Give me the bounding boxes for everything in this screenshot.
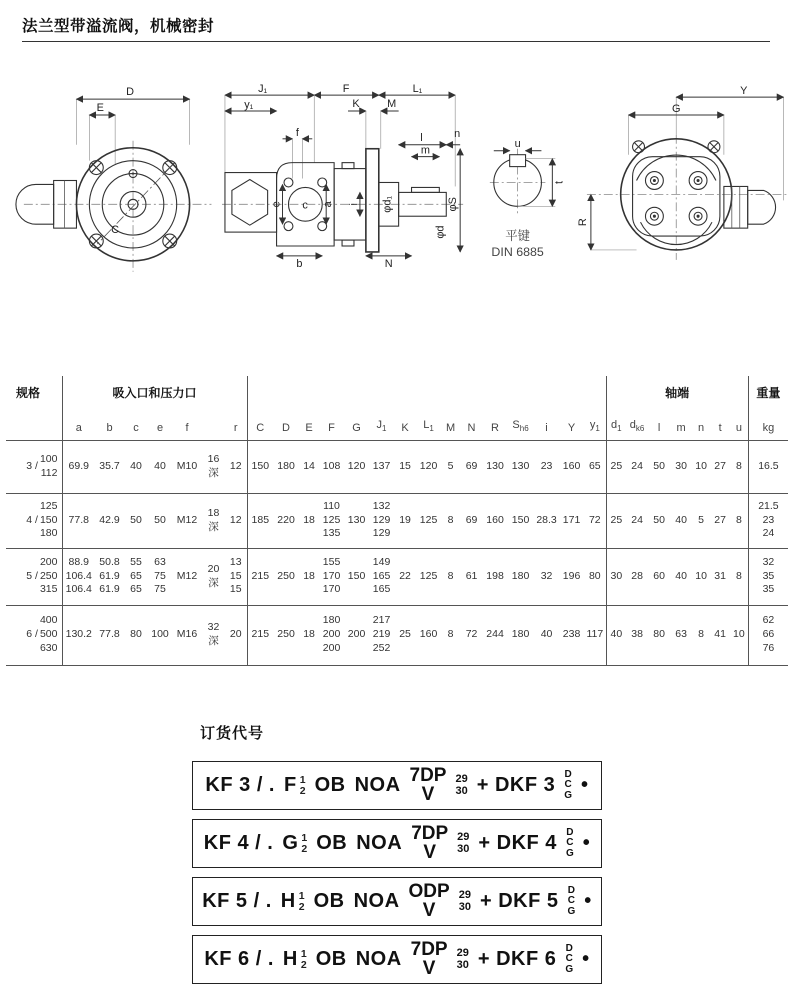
table-cell: 200 — [347, 628, 366, 641]
code-ob: OB — [315, 948, 347, 970]
table-cell: 8 — [735, 569, 742, 582]
number-bottom: 30 — [455, 784, 468, 797]
dim-label-Y: Y — [739, 85, 748, 98]
table-cell: 13 15 15 — [229, 555, 242, 596]
number-top: 29 — [458, 888, 471, 901]
code-noa: NOA — [355, 948, 402, 970]
table-header: D — [282, 421, 290, 434]
table-cell: 24 — [631, 459, 643, 472]
variant-bottom: V — [423, 841, 437, 863]
table-cell: 77.8 — [99, 628, 120, 641]
code-number-stack — [457, 948, 469, 971]
spec-cell: 5 / 200 250 315 — [26, 555, 58, 596]
table-cell: 8 — [447, 569, 454, 582]
dimension-table — [6, 376, 788, 666]
table-cell: 18 — [303, 569, 315, 582]
fraction-bottom: 2 — [299, 784, 306, 797]
table-cell: 150 — [347, 569, 366, 582]
table-cell: 18 深 — [207, 506, 220, 533]
table-cell: 40 — [675, 513, 687, 526]
variant-bottom: V — [422, 899, 436, 921]
code-option-stack — [565, 944, 573, 976]
code-variant-stack — [411, 941, 448, 977]
table-cell: 40 — [130, 459, 142, 472]
dim-label-l: l — [420, 131, 424, 144]
dim-label-a: a — [322, 201, 335, 208]
table-header — [202, 410, 225, 440]
dim-label-E: E — [96, 102, 104, 115]
table-row — [6, 440, 788, 493]
table-cell: 30 — [606, 548, 626, 605]
table-cell: 69 — [465, 513, 478, 526]
dim-label-e: e — [270, 201, 283, 208]
code-option-stack — [566, 828, 574, 860]
table-cell: 110 125 135 — [322, 499, 341, 540]
table-cell: 16.5 — [748, 440, 788, 493]
table-cell: 32 — [540, 569, 553, 582]
dim-label-D: D — [126, 86, 135, 99]
dim-label-F: F — [343, 83, 350, 96]
table-cell: 24 — [631, 513, 643, 526]
table-cell: 62 66 76 — [748, 605, 788, 665]
number-bottom: 30 — [458, 900, 471, 913]
table-cell: 196 — [562, 569, 581, 582]
order-code-box-kf3 — [192, 761, 602, 810]
option-d: D — [567, 884, 575, 896]
option-d: D — [566, 826, 574, 838]
number-bottom: 30 — [457, 842, 470, 855]
table-cell: 25 — [606, 493, 626, 548]
table-cell: 130 — [347, 513, 366, 526]
table-header: K — [401, 421, 409, 434]
table-cell: 15 — [399, 459, 411, 472]
code-noa: NOA — [353, 890, 400, 912]
table-cell: 20 深 — [207, 562, 220, 589]
fraction-top: 1 — [301, 832, 308, 844]
table-header: $S_{h6}$ — [512, 419, 529, 434]
dim-label-N: N — [385, 257, 394, 270]
table-cell: 120 — [419, 459, 438, 472]
variant-top: 7DP — [410, 939, 448, 961]
table-cell: 180 — [511, 628, 530, 641]
table-header: e — [156, 421, 164, 434]
table-cell: 40 — [675, 569, 687, 582]
table-header: kg — [748, 410, 788, 440]
table-cell: 150 — [247, 440, 273, 493]
number-top: 29 — [457, 830, 470, 843]
option-g: G — [565, 847, 574, 859]
table-cell: 32 深 — [207, 621, 220, 647]
table-cell: 28.3 — [536, 513, 557, 526]
header — [0, 0, 791, 42]
table-header: b — [106, 421, 113, 434]
dim-label-M: M — [387, 98, 397, 111]
table-cell: 23 — [540, 459, 553, 472]
spec-cell: 6 / 400 500 630 — [26, 614, 58, 654]
table-cell: 40 — [154, 459, 166, 472]
spec-cell: 4 / 125 150 180 — [26, 499, 58, 540]
table-cell: 220 — [277, 513, 295, 526]
table-cell: 130 — [511, 459, 530, 472]
table-header: a — [62, 410, 95, 440]
table-cell: 18 — [303, 628, 315, 641]
table-cell: 50 — [130, 513, 142, 526]
key-caption-line1: 平键 — [504, 229, 530, 244]
table-cell: 80 — [130, 628, 142, 641]
table-cell: 69 — [465, 459, 478, 472]
table-header: $y_1$ — [589, 419, 600, 434]
table-row — [6, 548, 788, 605]
fraction-top: 1 — [298, 890, 305, 902]
table-header: 规格 — [16, 386, 41, 400]
code-number-stack — [457, 832, 469, 855]
table-cell: 32 35 35 — [748, 548, 788, 605]
table-cell: 63 75 75 — [154, 555, 166, 596]
fraction-top: 1 — [299, 774, 306, 786]
dim-label-phi-d1: φd₁ — [382, 195, 395, 213]
variant-top: 7DP — [411, 823, 449, 845]
table-header: n — [698, 421, 705, 434]
option-g: G — [564, 789, 573, 801]
dimension-table-section — [6, 376, 791, 666]
code-plus-dkf: + DKF 3 — [476, 774, 556, 796]
table-cell: M16 — [176, 628, 198, 641]
table-cell: 160 — [562, 459, 581, 472]
table-cell: 217 219 252 — [372, 614, 391, 654]
table-header: R — [491, 421, 499, 434]
code-fraction — [301, 833, 307, 854]
code-plus-dkf: + DKF 4 — [478, 832, 557, 854]
code-prefix: KF 5 / . — [202, 890, 272, 912]
table-header — [247, 376, 606, 410]
number-top: 29 — [456, 946, 469, 959]
table-cell: 5 — [447, 459, 454, 472]
table-header: l — [657, 421, 661, 434]
code-variant-stack — [411, 825, 448, 861]
code-port-letter: G — [282, 832, 299, 854]
variant-top: 7DP — [409, 765, 447, 787]
table-cell: 149 165 165 — [372, 555, 391, 596]
table-header: Y — [567, 421, 576, 434]
code-variant-stack — [410, 767, 447, 803]
number-top: 29 — [455, 772, 468, 785]
rear-view-drawing — [577, 80, 791, 280]
code-prefix: KF 3 / . — [205, 774, 275, 796]
code-dot: • — [581, 774, 589, 796]
table-cell: 10 — [695, 459, 707, 472]
table-cell: 132 129 129 — [372, 499, 391, 540]
table-cell: 244 — [486, 628, 504, 641]
table-cell: 72 — [588, 513, 601, 526]
table-header: E — [305, 421, 313, 434]
table-cell: 25 — [606, 440, 626, 493]
table-cell: 171 — [562, 513, 581, 526]
option-g: G — [565, 963, 574, 975]
table-header: $L_1$ — [423, 419, 434, 434]
table-cell: 12 — [229, 513, 242, 526]
code-plus-dkf: + DKF 5 — [479, 890, 559, 912]
table-header: 重量 — [748, 376, 788, 410]
table-cell: 120 — [347, 459, 366, 472]
option-d: D — [565, 942, 573, 954]
code-fraction — [299, 891, 305, 912]
table-row — [6, 493, 788, 548]
table-cell: 125 — [419, 513, 438, 526]
front-view-drawing — [6, 80, 219, 280]
order-code-box-kf6 — [192, 935, 602, 984]
dim-label-G: G — [671, 103, 681, 116]
table-cell: 180 200 200 — [322, 614, 341, 654]
code-number-stack — [459, 890, 471, 913]
table-cell: 19 — [399, 513, 411, 526]
table-header: 吸入口和压力口 — [62, 376, 247, 410]
table-header: i — [545, 421, 548, 434]
table-cell: 18 — [303, 513, 315, 526]
code-prefix: KF 4 / . — [203, 832, 274, 854]
spec-cell: 3 / 100 112 — [26, 452, 58, 479]
table-cell: 8 — [735, 459, 742, 472]
order-code-box-kf5 — [192, 877, 602, 926]
table-cell: 8 — [447, 628, 454, 641]
table-cell: 160 — [486, 513, 504, 526]
table-cell: 250 — [277, 628, 295, 641]
table-cell: 20 — [229, 628, 242, 641]
table-cell: 40 — [606, 605, 626, 665]
table-cell: 22 — [399, 569, 411, 582]
table-cell: M12 — [176, 513, 198, 526]
table-cell: 55 65 65 — [130, 555, 142, 596]
dim-label-b: b — [296, 257, 303, 270]
table-cell: 50 — [154, 513, 166, 526]
dim-label-i: i — [348, 203, 361, 206]
side-view-drawing — [219, 80, 465, 280]
table-cell: 185 — [247, 493, 273, 548]
table-cell: M10 — [176, 459, 198, 472]
table-cell: 27 — [714, 459, 726, 472]
table-header: t — [718, 421, 722, 434]
table-header: $J_1$ — [376, 419, 387, 434]
table-cell: 28 — [631, 569, 643, 582]
key-section-drawing — [466, 80, 577, 280]
table-header: f — [185, 421, 189, 434]
table-cell: 61 — [465, 569, 478, 582]
table-cell: 41 — [714, 628, 726, 641]
table-cell: 38 — [631, 628, 643, 641]
table-cell: 108 — [322, 459, 341, 472]
table-cell: 180 — [277, 459, 295, 472]
table-header: G — [352, 421, 361, 434]
table-cell: 12 — [229, 459, 242, 472]
dim-label-c: c — [302, 199, 309, 212]
table-cell: 42.9 — [99, 513, 120, 526]
code-variant-stack — [409, 883, 450, 919]
number-bottom: 30 — [456, 958, 469, 971]
table-cell: 27 — [714, 513, 726, 526]
table-header: C — [247, 410, 273, 440]
dim-label-f: f — [296, 126, 300, 139]
table-cell: 8 — [698, 628, 705, 641]
table-cell: 10 — [733, 628, 745, 641]
dim-label-m: m — [421, 144, 431, 157]
table-cell: 10 — [695, 569, 707, 582]
table-cell: 198 — [486, 569, 504, 582]
table-cell: 80 — [588, 569, 601, 582]
dim-label-L1: L₁ — [412, 83, 423, 96]
table-cell: 63 — [675, 628, 687, 641]
order-codes-section — [192, 722, 604, 993]
table-row — [6, 605, 788, 665]
table-cell: 130.2 — [62, 605, 95, 665]
page-title: 法兰型带溢流阀，机械密封 — [22, 18, 215, 35]
table-cell: 65 — [588, 459, 601, 472]
option-c: C — [567, 895, 575, 907]
table-cell: 150 — [511, 513, 530, 526]
code-fraction — [301, 949, 307, 970]
table-cell: 250 — [277, 569, 295, 582]
code-port-letter: H — [282, 948, 298, 970]
table-header: F — [328, 421, 335, 434]
order-code-box-kf4 — [192, 819, 602, 868]
dim-label-phi-S: φS — [447, 197, 460, 212]
table-header: r — [233, 421, 238, 434]
dim-label-J1: J₁ — [258, 83, 268, 96]
code-fraction — [300, 775, 306, 796]
code-ob: OB — [316, 832, 348, 854]
table-cell: 69.9 — [62, 440, 95, 493]
code-option-stack — [568, 886, 576, 918]
table-header: N — [467, 421, 476, 434]
technical-drawings — [6, 80, 791, 280]
dim-label-n: n — [454, 127, 461, 140]
code-plus-dkf: + DKF 6 — [477, 948, 557, 970]
table-cell: 72 — [465, 628, 478, 641]
variant-bottom: V — [421, 783, 435, 805]
code-dot: • — [582, 948, 590, 970]
table-cell: 8 — [447, 513, 454, 526]
table-cell: 88.9 106.4 106.4 — [62, 548, 95, 605]
fraction-bottom: 2 — [300, 958, 307, 971]
table-cell: 50 — [653, 513, 665, 526]
table-cell: 5 — [698, 513, 705, 526]
table-cell: 16 深 — [207, 452, 220, 479]
code-number-stack — [455, 774, 467, 797]
dim-label-R: R — [576, 218, 589, 227]
code-ob: OB — [314, 774, 346, 796]
table-cell: 180 — [511, 569, 530, 582]
table-cell: 60 — [653, 569, 665, 582]
table-header: c — [133, 421, 139, 434]
dim-label-phi-d: φd — [434, 225, 447, 239]
table-cell: 215 — [247, 605, 273, 665]
fraction-top: 1 — [300, 948, 307, 960]
table-header: $d_{k6}$ — [629, 419, 645, 434]
table-cell: 40 — [540, 628, 553, 641]
table-header: u — [735, 421, 742, 434]
code-dot: • — [584, 890, 592, 912]
table-cell: 50 — [653, 459, 665, 472]
code-dot: • — [582, 832, 591, 854]
code-port-letter: F — [284, 774, 297, 796]
table-header: m — [676, 421, 686, 434]
table-cell: 155 170 170 — [322, 555, 341, 596]
table-cell: 35.7 — [99, 459, 120, 472]
table-cell: 50.8 61.9 61.9 — [99, 555, 120, 596]
table-header: 轴端 — [606, 376, 748, 410]
table-cell: 25 — [399, 628, 411, 641]
code-ob: OB — [313, 890, 345, 912]
table-cell: 160 — [419, 628, 438, 641]
code-noa: NOA — [356, 832, 403, 854]
code-option-stack — [564, 770, 572, 802]
table-cell: 8 — [735, 513, 742, 526]
dim-label-y1: y₁ — [244, 99, 254, 112]
option-g: G — [567, 905, 576, 917]
table-cell: 125 — [419, 569, 438, 582]
order-codes-title: 订货代号 — [200, 725, 265, 742]
option-c: C — [564, 779, 572, 791]
table-cell: M12 — [176, 569, 198, 582]
table-cell: 77.8 — [62, 493, 95, 548]
key-caption-line2: DIN 6885 — [490, 244, 544, 259]
table-cell: 117 — [586, 628, 604, 641]
table-cell: 137 — [372, 459, 391, 472]
code-prefix: KF 6 / . — [204, 948, 274, 970]
table-cell: 238 — [562, 628, 581, 641]
table-cell: 31 — [714, 569, 726, 582]
code-port-letter: H — [280, 890, 296, 912]
table-cell: 21.5 23 24 — [748, 493, 788, 548]
fraction-bottom: 2 — [298, 900, 305, 913]
table-cell: 215 — [247, 548, 273, 605]
dim-label-K: K — [352, 98, 360, 111]
fraction-bottom: 2 — [301, 842, 308, 855]
table-cell: 80 — [653, 628, 665, 641]
option-c: C — [566, 837, 574, 849]
code-noa: NOA — [354, 774, 401, 796]
variant-bottom: V — [422, 957, 436, 979]
table-cell: 130 — [486, 459, 504, 472]
dim-label-u: u — [514, 137, 521, 150]
dim-label-C: C — [111, 224, 120, 237]
title-divider — [22, 41, 770, 42]
table-cell: 14 — [303, 459, 315, 472]
option-d: D — [564, 768, 572, 780]
table-cell: 30 — [675, 459, 687, 472]
table-header: M — [445, 421, 456, 434]
table-header: $d_1$ — [606, 410, 626, 440]
variant-top: ODP — [408, 881, 450, 903]
dim-label-t: t — [552, 180, 565, 184]
option-c: C — [565, 953, 573, 965]
table-cell: 100 — [151, 628, 169, 641]
